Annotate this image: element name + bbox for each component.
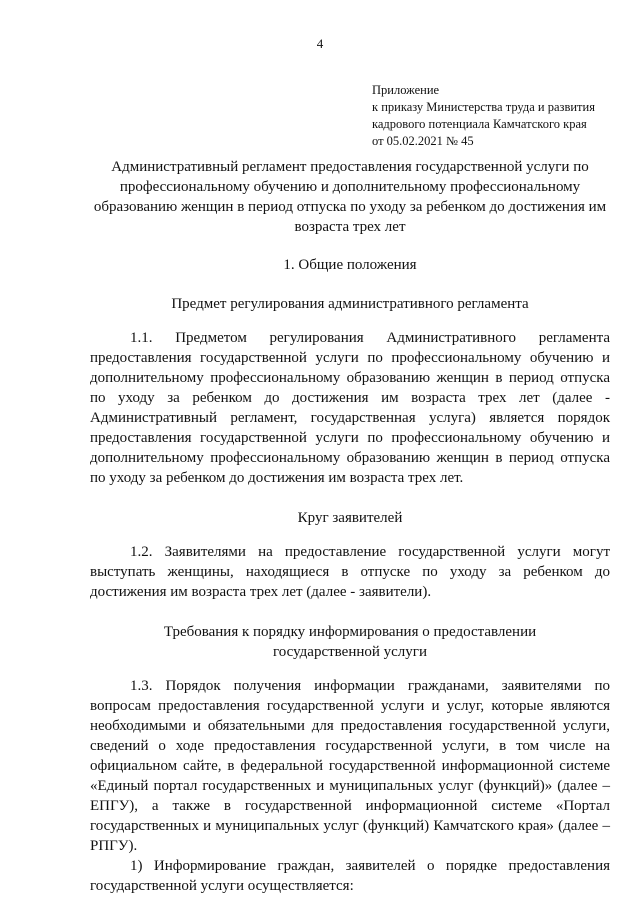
paragraph-1-3: 1.3. Порядок получения информации гражданами, заявителями по вопросам предоставления государственной услуги и услуг, которые являются необходимыми и обязательными для предоставления государственной услуги, сведений о ходе предоставления государственной услуги, в том числе на официальном сайте, в федеральной государственной информационной системе «Единый портал государственных и муниципальных услуг (функций)» (далее – ЕПГУ), а также в государственной информационной системе «Портал государственных и муниципальных услуг (функций) Камчатского края» (далее – РПГУ). (90, 678, 610, 854)
paragraph-1-3-item-1: 1) Информирование граждан, заявителей о порядке предоставления государственной услуги осуществляется: (90, 858, 610, 894)
section-heading-general: 1. Общие положения (283, 257, 417, 273)
document-title (90, 157, 610, 237)
subheading-subject: Предмет регулирования административного регламента (171, 296, 529, 312)
appendix-line-2: к приказу Министерства труда и развития (372, 100, 595, 114)
appendix-line-3: кадрового потенциала Камчатского края (372, 117, 587, 131)
page-number: 4 (316, 36, 324, 51)
document-body (90, 157, 610, 896)
appendix-block (372, 82, 622, 150)
paragraph-1-1: 1.1. Предметом регулирования Административного регламента предоставления государственной услуги по профессиональному обучению и дополнительному профессиональному образованию женщин в период отпуска по уходу за ребенком до достижения им возраста трех лет (далее - Административный регламент, государственная услуга) является порядок предоставления государственной услуги по профессиональному обучению и дополнительному профессиональному образованию женщин в период отпуска по уходу за ребенком до достижения им возраста трех лет. (90, 330, 610, 486)
title-line-1: Административный регламент предоставления государственной услуги по (111, 159, 589, 175)
title-line-3: образованию женщин в период отпуска по уходу за ребенком до достижения им (93, 199, 607, 215)
subheading-info-line-2: государственной услуги (273, 644, 427, 660)
appendix-line-1: Приложение (372, 83, 440, 97)
title-line-2: профессиональному обучению и дополнительному профессиональному (119, 179, 581, 195)
title-line-4: возраста трех лет (294, 219, 406, 235)
appendix-line-4: от 05.02.2021 № 45 (372, 134, 474, 148)
subheading-info-line-1: Требования к порядку информирования о предоставлении (163, 624, 537, 640)
paragraph-1-2: 1.2. Заявителями на предоставление государственной услуги могут выступать женщины, находящиеся в отпуске по уходу за ребенком до достижения им возраста трех лет (далее - заявители). (90, 544, 610, 600)
subheading-applicants: Круг заявителей (297, 510, 403, 526)
